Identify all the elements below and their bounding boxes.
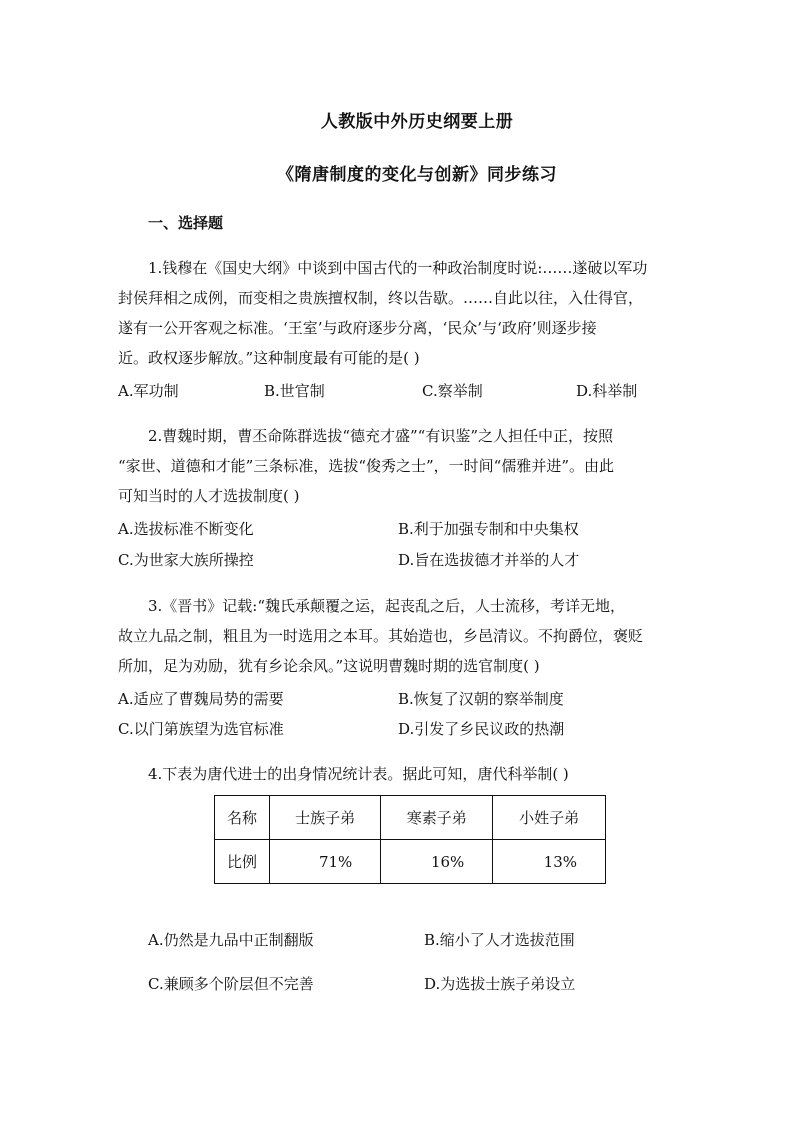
option-a: A.军功制 [118,382,179,400]
document-title: 人教版中外历史纲要上册 [320,112,514,132]
table-header-cell: 名称 [215,796,270,840]
table-cell: 比例 [215,840,270,884]
question-text-line: 2.曹魏时期，曹丕命陈群选拔“德充才盛”“有识鉴”之人担任中正，按照 [148,427,613,445]
option-c: C.兼顾多个阶层但不完善 [148,975,314,993]
question-text-line: 近。政权逐步解放。”这种制度最有可能的是( ) [118,349,420,367]
question-text-line: 遂有一公开客观之标准。‘王室’与政府逐步分离，‘民众’与‘政府’则逐步接 [118,319,597,337]
option-b: B.利于加强专制和中央集权 [398,520,579,538]
question-text-line: “家世、道德和才能”三条标准，选拔“俊秀之士”，一时间“儒雅并进”。由此 [118,457,615,475]
question-text-line: 3.《晋书》记载:“魏氏承颠覆之运，起丧乱之后，人士流移，考详无地， [148,597,626,615]
table-cell: 13% [493,840,606,884]
document-subtitle: 《隋唐制度的变化与创新》同步练习 [277,165,557,185]
question-text-line: 可知当时的人才选拔制度( ) [118,487,300,505]
table-row [215,840,606,884]
question-text-line: 所加，足为劝励，犹有乡论余风。”这说明曹魏时期的选官制度( ) [118,657,540,675]
option-b: B.缩小了人才选拔范围 [424,931,575,949]
option-a: A.仍然是九品中正制翻版 [148,931,314,949]
option-c: C.为世家大族所操控 [118,551,254,569]
table-header-cell: 士族子弟 [269,796,380,840]
section-heading: 一、选择题 [148,214,224,232]
table-cell: 71% [269,840,380,884]
question-text-line: 4.下表为唐代进士的出身情况统计表。据此可知，唐代科举制( ) [148,765,569,783]
option-d: D.引发了乡民议政的热潮 [398,720,565,738]
option-d: D.为选拔士族子弟设立 [424,975,576,993]
option-c: C.以门第族望为选官标准 [118,720,284,738]
statistics-table [214,795,606,884]
option-b: B.世官制 [264,382,325,400]
option-d: D.科举制 [576,382,638,400]
option-d: D.旨在选拔德才并举的人才 [398,551,580,569]
option-c: C.察举制 [422,382,483,400]
question-text-line: 1.钱穆在《国史大纲》中谈到中国古代的一种政治制度时说:……遂破以军功 [148,259,648,277]
question-text-line: 故立九品之制，粗且为一时选用之本耳。其始造也，乡邑清议。不拘爵位，褒贬 [118,627,644,645]
option-b: B.恢复了汉朝的察举制度 [398,690,564,708]
table-header-row [215,796,606,840]
option-a: A.适应了曹魏局势的需要 [118,690,284,708]
table-cell: 16% [381,840,493,884]
question-text-line: 封侯拜相之成例，而变相之贵族擅权制，终以告歇。……自此以往，入仕得官， [118,289,644,307]
table-header-cell: 寒素子弟 [381,796,493,840]
option-a: A.选拔标准不断变化 [118,520,254,538]
table-header-cell: 小姓子弟 [493,796,606,840]
